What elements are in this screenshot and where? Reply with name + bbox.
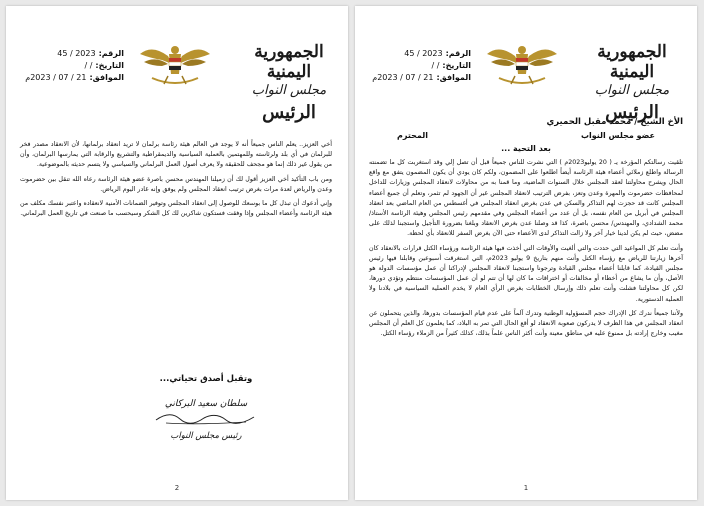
title-parliament: مجلس النواب: [251, 83, 327, 98]
date-value: / /: [431, 61, 440, 70]
paragraph-4: أخي العزيز.. يعلم الناس جميعاً أنه لا يوجد في العالم هيئة رئاسة برلمان لا تريد انعقاد برلمانها، لأن الانعقاد مصدر فخر للبرلمان في أي بلد ولرئاسته وللمهتمين بالعملية السياسية والديمقراطية والتشريع والرقابة التي يمارسها البرلمان، وأن من يقول غير ذلك إنما هو مجحف للحقيقة ولا يعرف أصول العمل البرلماني والسياسي ولا يتسم حديثه بالموضوعية.: [20, 141, 332, 169]
page-number-2: 2: [174, 484, 180, 492]
date-label: التاريخ:: [442, 61, 471, 70]
letter-body-2: [20, 140, 332, 223]
reference-block: [14, 48, 124, 84]
letter-body-1: [369, 116, 683, 343]
corresponding-date-label: الموافق:: [436, 73, 471, 82]
corresponding-date-label: الموافق:: [89, 73, 124, 82]
paragraph-3: ولأننا جميعاً ندرك كل الإدراك حجم المسؤولية الوطنية وتدرك آلماً على عدم قيام المؤسسات بدورها، والذين يتحملون عن انعقاد المجلس في هذا الظرف لا يدركون صعوبة الانعقاد لو أقع الحال التي تمر به البلاد، كما يعلمون كل العلم أن المجلس مغيب وخارج إرادته بل ممنوع عليه في مناطق معينة وأنت أكثر الناس علماً بذلك، كذلك كثيراً من الزملاء رؤساء الكتل.: [369, 309, 683, 338]
salutation-line: [369, 129, 683, 142]
salutation-honorific: المحترم: [397, 131, 428, 140]
greeting: بعد التحية ...: [501, 144, 551, 153]
date-label: التاريخ:: [95, 61, 124, 70]
paragraph-6: وإني أدعوك أن تبذل كل ما بوسعك للوصول إلى انعقاد المجلس وتوفير الضمانات الأمنية لانعقاده واعتبر نفسك مكلف من هيئة الرئاسة وأعضاء المجلس وإذا وفقت فستكون شاكرين لك كل الشكر وسيحسب ما صنعت في تاريخ العمل البرلماني.: [20, 200, 332, 218]
eagle-emblem-icon: [138, 40, 212, 90]
salutation-name: الأخ الشيخ / محمد مقبل الحميري: [546, 117, 683, 127]
ref-value: 2023 / 45: [57, 49, 96, 58]
letterhead: [6, 6, 348, 123]
closing-block: [146, 372, 266, 442]
reference-block: [361, 48, 471, 84]
corresponding-date-value: 21 / 07 / 2023م: [25, 73, 87, 82]
title-republic: الجمهورية اليمنية: [597, 42, 667, 82]
signature-title: رئيس مجلس النواب: [170, 431, 242, 441]
ref-label: الرقم:: [445, 49, 471, 58]
letter-page-2: [6, 6, 348, 500]
page-number-1: 1: [523, 484, 529, 492]
salutation-role: عضو مجلس النواب: [580, 131, 655, 140]
title-parliament: مجلس النواب: [594, 83, 670, 98]
signature-name: سلطان سعيد البركاني: [164, 399, 248, 409]
title-speaker: الرئيس: [262, 102, 316, 123]
closing-text: وتقبل أصدق تحياتي...: [159, 374, 253, 384]
title-speaker: الرئيس: [605, 102, 659, 123]
date-value: / /: [84, 61, 93, 70]
letterhead-title: [577, 42, 687, 126]
signature-scribble-icon: [146, 410, 266, 426]
ref-value: 2023 / 45: [404, 49, 443, 58]
ref-label: الرقم:: [98, 49, 124, 58]
corresponding-date-value: 21 / 07 / 2023م: [372, 73, 434, 82]
paragraph-5: ومن باب التأكيد أخي العزيز أقول لك أن زميلنا المهندس محسن باصرة عضو هيئة الرئاسة رعاه الله تنقل بين حضرموت وعدن والرياض لعدة مرات بغرض ترتيب انعقاد المجلس ولم يوفق وإنه غادر اليوم الرياض.: [20, 175, 332, 193]
letter-page-1: [355, 6, 697, 500]
paragraph-1: تلقيت رسالتكم المؤرخة يـ ( 20 يوليو2023م ) التي نشرت للناس جميعاً قبل أن تصل إلي وقد استغربت كل ما تضمنته الرسالة واطلع زملائي أعضاء هيئة الرئاسة أيضاً اطلعوا على المضمون، ولكم كان يودي أن يكون المضمون يتفق مع واقع الحال ويشرح محاولتنا لعقد المجلس خلال السنوات الماضية، وما قمنا به من محاولات لانعقاد المجلس وزيارات للداخل لمحافظات حضرموت والمهرة وعدن وتعز، بفرض الترتيب لانعقاد المجلس غير أن الجهود لم تثمر، وتعلم أن جميع أعضاء المجلس كانت قد حجزت لهم التذاكر والسكن في عدن بغرض انعقاد المجلس في أغسطس من العام الماضي بعد انعقاد المجلس في أبريل من العام نفسه، بل أن عدد من أعضاء المجلس وفي مقدمهم رئيس المجلس وهيئة الرئاسة الأستاذ/ محمد الشدادي، والمهندس/ محسن باصرة، كذا قد وصلنا عدن بغرض الانعقاد وبلغنا بضرورة التأجيل واستجبنا لذلك على مضض، حيث لم يكن لدينا خيار آخر ولا زالت التذاكر لدى الأعضاء حتى الآن بغرض السفر للانعقاد بأي لحظة.: [369, 159, 683, 238]
title-republic: الجمهورية اليمنية: [254, 42, 324, 82]
eagle-emblem-icon: [485, 40, 559, 90]
letterhead-title: [234, 42, 344, 126]
paragraph-2: وأنت تعلم كل المواعيد التي حددت والتي ألغيت والأوقات التي أخذت فيها هيئة الرئاسة ورؤساء الكتل قرارات بالانعقاد كان آخرها زيارتنا للرياض مع رؤساء الكتل وأنت منهم بتاريخ 9 يوليو 2023م، التي استغرقت أسبوعين وقابلنا فيها رئيس مجلس القيادة، كما قابلنا أعضاء مجلس القيادة وترجونا واستجبنا لانعقاد المجلس لإدراكنا أن عمل مؤسسات الدولة هو الأصل، وأن ما يشاع من أخطاء أو مخالفات أو اختراقات ما كان لها أن تتم لو أن عمل المؤسسات منتظم وتؤدي دورها، لكن كل محاولتنا فشلت وأنت تعلم ذلك وإرسال الخطابات بغرض الرأي العام لا يخدم العملية السياسية في بلادنا ولا العملية الدستورية.: [369, 244, 683, 303]
